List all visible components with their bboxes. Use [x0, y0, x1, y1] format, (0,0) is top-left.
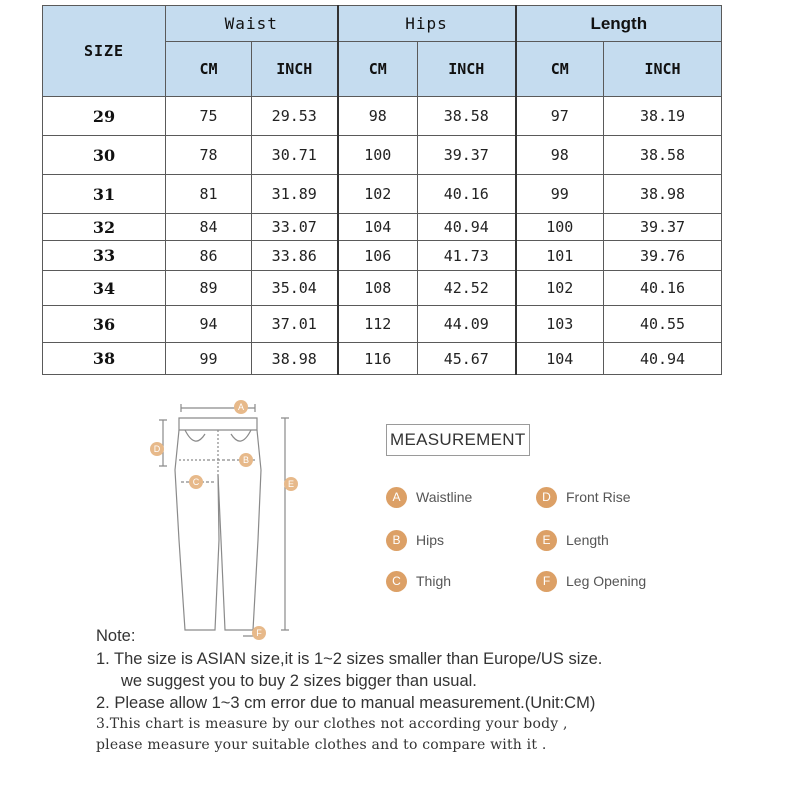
size-cell: 30: [43, 136, 166, 175]
value-cell: 45.67: [418, 343, 516, 375]
value-cell: 29.53: [252, 97, 338, 136]
badge-b: B: [386, 530, 407, 551]
table-row: [43, 175, 722, 214]
value-cell: 101: [516, 241, 604, 271]
value-cell: 104: [516, 343, 604, 375]
table-row: [43, 343, 722, 375]
size-cell: 36: [43, 306, 166, 343]
table-row: [43, 214, 722, 241]
size-cell: 33: [43, 241, 166, 271]
unit-header: INCH: [604, 42, 722, 97]
badge-d: D: [536, 487, 557, 508]
unit-header: CM: [338, 42, 418, 97]
pants-measurement-diagram: [145, 390, 315, 650]
hips-header: Hips: [338, 6, 516, 42]
badge-a: A: [386, 487, 407, 508]
size-header: SIZE: [43, 6, 166, 97]
value-cell: 39.76: [604, 241, 722, 271]
legend-item-hips: [386, 529, 444, 551]
value-cell: 38.98: [604, 175, 722, 214]
value-cell: 104: [338, 214, 418, 241]
table-row: [43, 136, 722, 175]
table-row: [43, 97, 722, 136]
marker-d: D: [150, 442, 164, 456]
value-cell: 99: [166, 343, 252, 375]
value-cell: 42.52: [418, 271, 516, 306]
legend-label: Front Rise: [566, 489, 631, 505]
table-row: [43, 306, 722, 343]
legend-label: Length: [566, 532, 609, 548]
badge-f: F: [536, 571, 557, 592]
legend-item-thigh: [386, 570, 451, 592]
value-cell: 86: [166, 241, 252, 271]
legend-label: Hips: [416, 532, 445, 548]
note-heading: Note:: [96, 627, 136, 645]
size-chart-table: [42, 5, 722, 375]
value-cell: 35.04: [252, 271, 338, 306]
value-cell: 84: [166, 214, 252, 241]
table-row: [43, 241, 722, 271]
value-cell: 100: [516, 214, 604, 241]
value-cell: 30.71: [252, 136, 338, 175]
note-3-cont: please measure your suitable clothes and to compare with it .: [96, 737, 547, 753]
size-cell: 32: [43, 214, 166, 241]
note-2: 2. Please allow 1~3 cm error due to manual measurement.(Unit:CM): [96, 694, 596, 712]
unit-header: CM: [166, 42, 252, 97]
marker-a: A: [234, 400, 248, 414]
value-cell: 38.19: [604, 97, 722, 136]
table-row: [43, 271, 722, 306]
marker-e: E: [284, 477, 298, 491]
value-cell: 98: [338, 97, 418, 136]
badge-c: C: [386, 571, 407, 592]
value-cell: 33.07: [252, 214, 338, 241]
size-cell: 34: [43, 271, 166, 306]
value-cell: 97: [516, 97, 604, 136]
marker-f: F: [252, 626, 266, 640]
value-cell: 40.55: [604, 306, 722, 343]
value-cell: 39.37: [604, 214, 722, 241]
value-cell: 33.86: [252, 241, 338, 271]
value-cell: 31.89: [252, 175, 338, 214]
legend-item-leg-opening: [536, 570, 646, 592]
value-cell: 102: [338, 175, 418, 214]
value-cell: 37.01: [252, 306, 338, 343]
value-cell: 41.73: [418, 241, 516, 271]
value-cell: 38.58: [418, 97, 516, 136]
unit-header: CM: [516, 42, 604, 97]
waist-header: Waist: [166, 6, 338, 42]
value-cell: 108: [338, 271, 418, 306]
value-cell: 100: [338, 136, 418, 175]
legend-item-waistline: [386, 486, 472, 508]
value-cell: 40.16: [604, 271, 722, 306]
value-cell: 78: [166, 136, 252, 175]
measurement-title: MEASUREMENT: [386, 424, 530, 456]
legend-item-front-rise: [536, 486, 631, 508]
legend-label: Leg Opening: [566, 573, 647, 589]
value-cell: 89: [166, 271, 252, 306]
legend-label: Thigh: [416, 573, 452, 589]
value-cell: 38.58: [604, 136, 722, 175]
note-3: 3.This chart is measure by our clothes not according your body ,: [96, 716, 568, 732]
length-header: Length: [516, 6, 722, 42]
note-1: 1. The size is ASIAN size,it is 1~2 sizes smaller than Europe/US size.: [96, 650, 603, 668]
value-cell: 75: [166, 97, 252, 136]
value-cell: 103: [516, 306, 604, 343]
value-cell: 44.09: [418, 306, 516, 343]
value-cell: 40.94: [604, 343, 722, 375]
value-cell: 94: [166, 306, 252, 343]
legend-label: Waistline: [416, 489, 473, 505]
value-cell: 99: [516, 175, 604, 214]
value-cell: 39.37: [418, 136, 516, 175]
legend-item-length: [536, 529, 609, 551]
value-cell: 106: [338, 241, 418, 271]
size-cell: 31: [43, 175, 166, 214]
size-cell: 29: [43, 97, 166, 136]
value-cell: 81: [166, 175, 252, 214]
unit-header: INCH: [418, 42, 516, 97]
marker-b: B: [239, 453, 253, 467]
value-cell: 38.98: [252, 343, 338, 375]
unit-header: INCH: [252, 42, 338, 97]
note-1-cont: we suggest you to buy 2 sizes bigger than usual.: [121, 672, 477, 690]
badge-e: E: [536, 530, 557, 551]
value-cell: 40.16: [418, 175, 516, 214]
value-cell: 116: [338, 343, 418, 375]
marker-c: C: [189, 475, 203, 489]
value-cell: 112: [338, 306, 418, 343]
value-cell: 98: [516, 136, 604, 175]
value-cell: 102: [516, 271, 604, 306]
value-cell: 40.94: [418, 214, 516, 241]
size-cell: 38: [43, 343, 166, 375]
jeans-outline-icon: [145, 390, 315, 650]
